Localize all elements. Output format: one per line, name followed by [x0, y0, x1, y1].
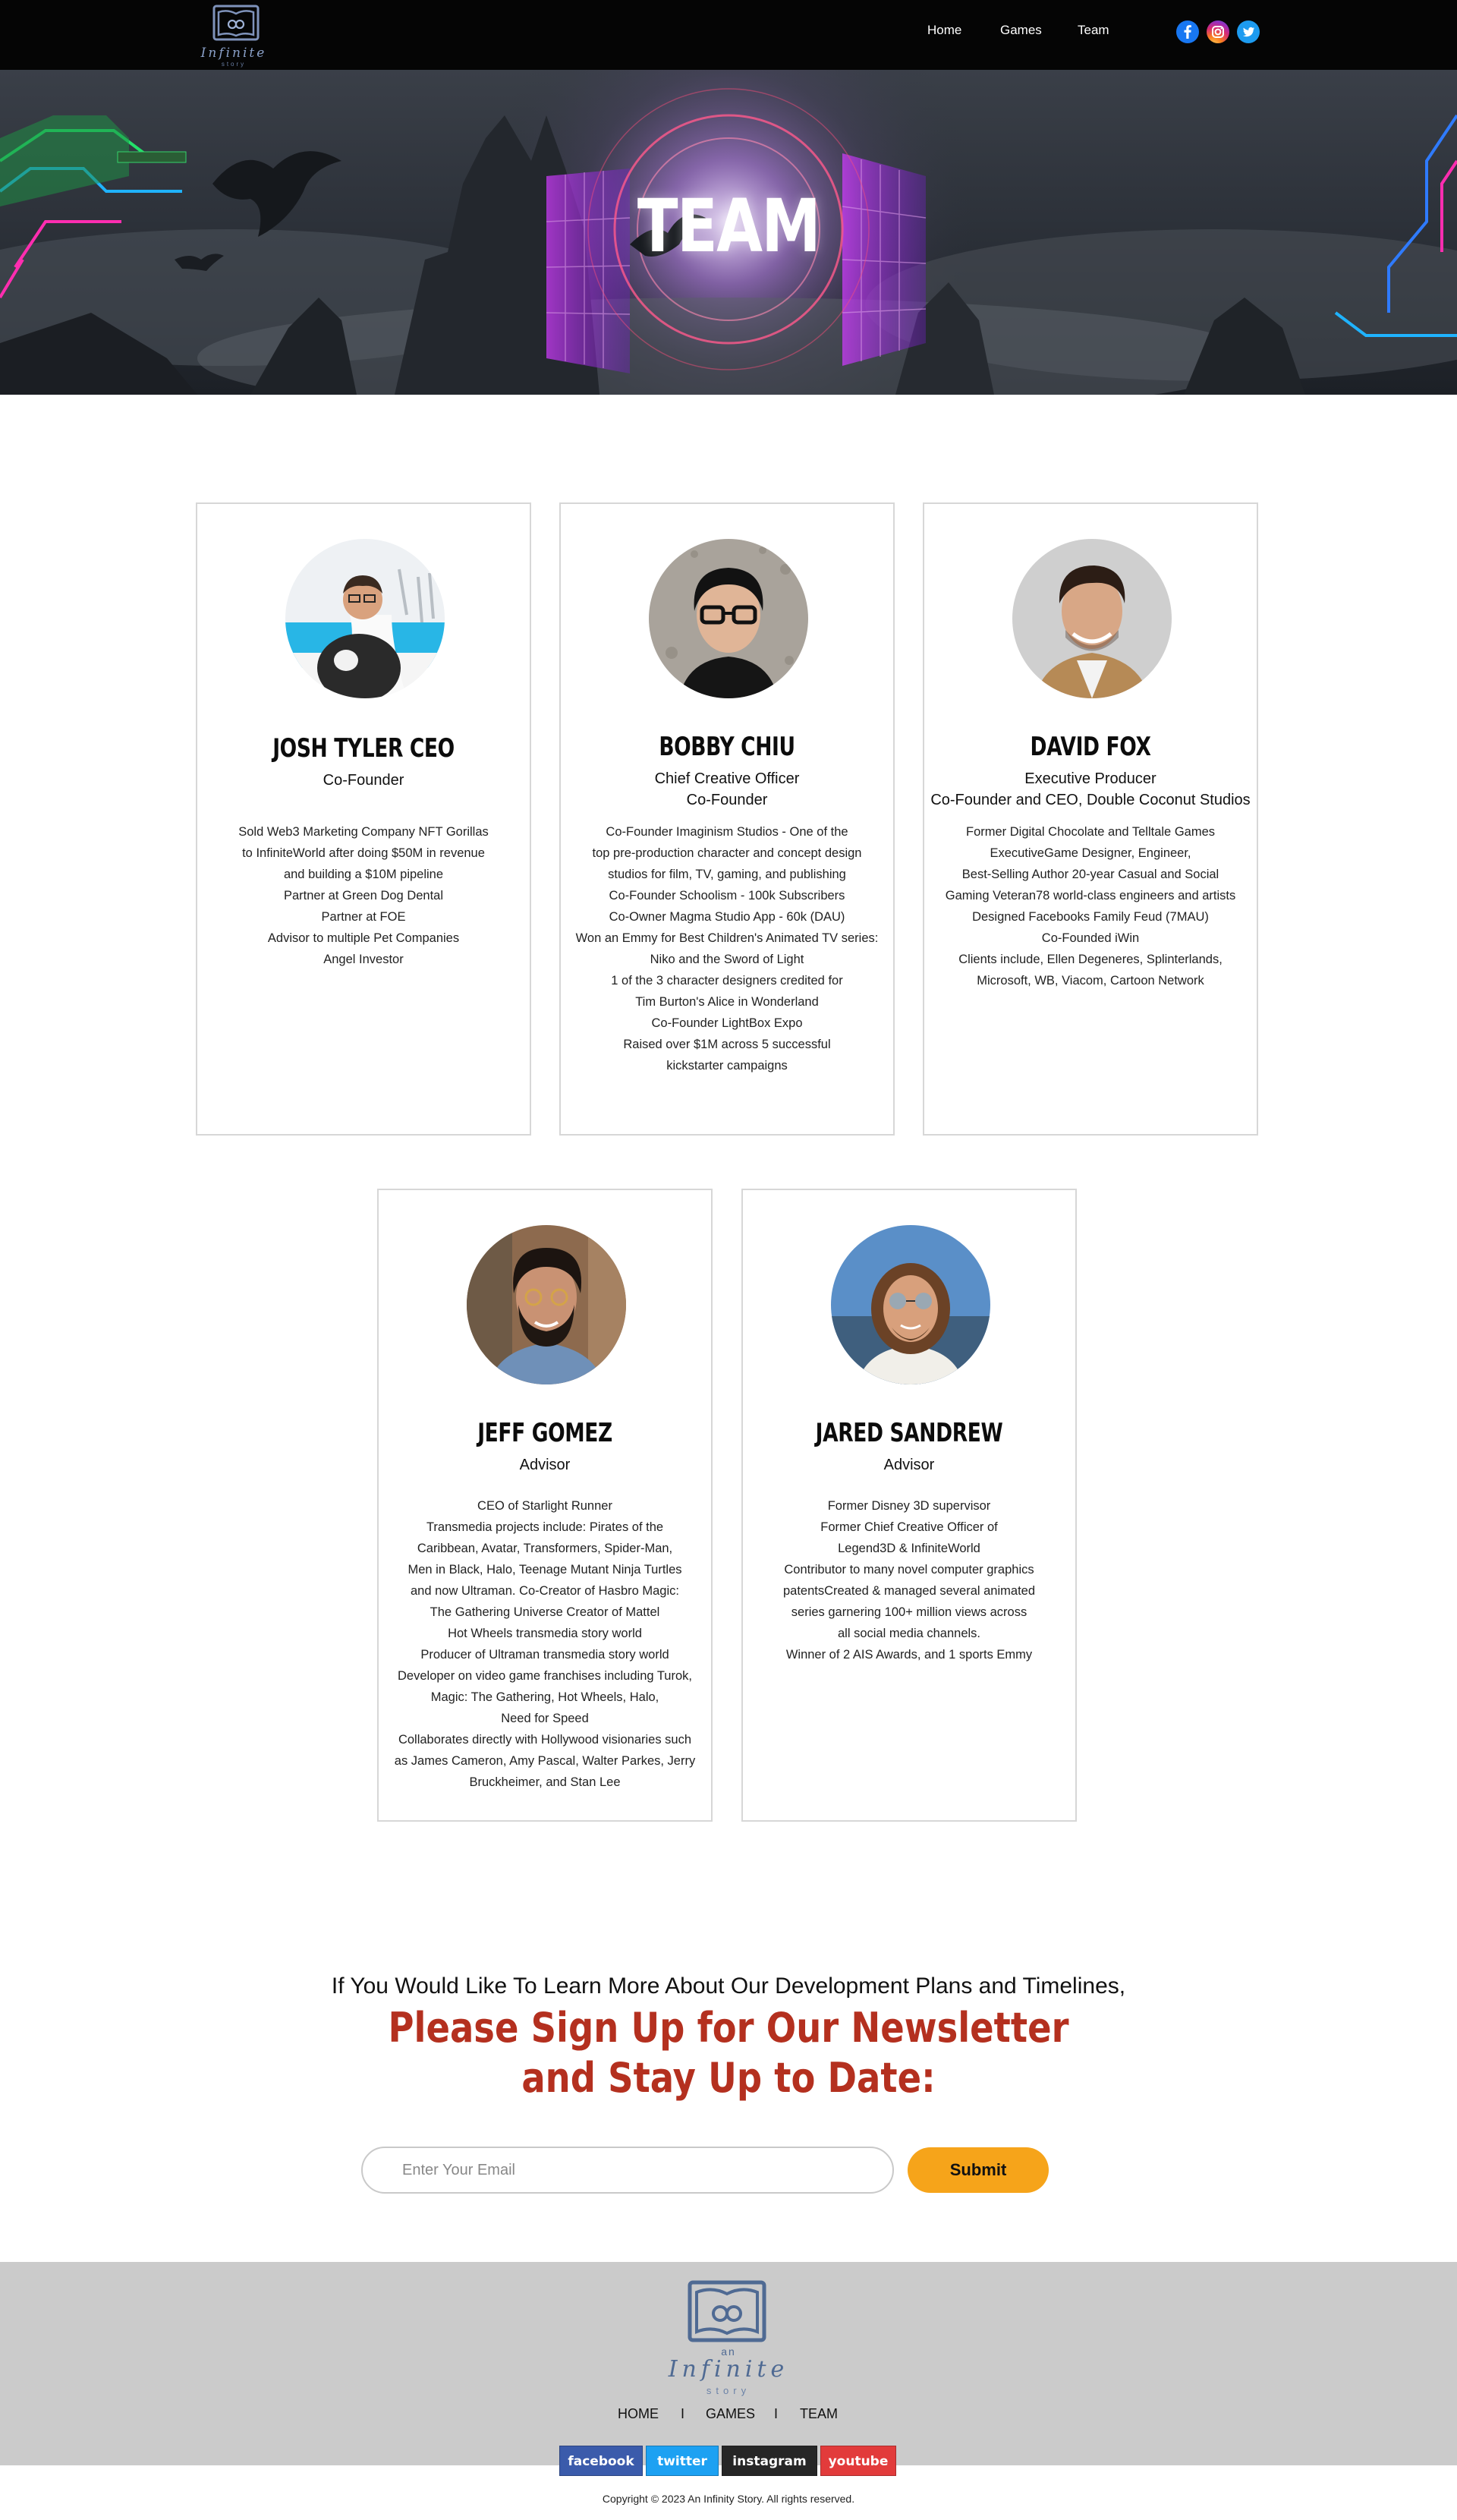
book-infinity-icon: [212, 5, 260, 41]
member-role: Advisor: [883, 1457, 935, 1473]
bio-line: Former Digital Chocolate and Telltale Games: [965, 825, 1215, 839]
member-role: Co-Founder and CEO, Double Coconut Studios: [930, 792, 1251, 808]
team-card: [741, 1189, 1077, 1822]
bio-line: Won an Emmy for Best Children's Animated TV series:: [575, 931, 879, 945]
bio-line: Magic: The Gathering, Hot Wheels, Halo,: [430, 1690, 659, 1704]
member-role: Advisor: [519, 1457, 571, 1473]
footer-logo-wordmark: Infinite: [668, 2356, 789, 2383]
nav-team-link[interactable]: Team: [1078, 23, 1109, 37]
bio-line: 1 of the 3 character designers credited for: [611, 974, 843, 988]
bio-line: all social media channels.: [837, 1627, 981, 1640]
bio-line: Developer on video game franchises including Turok,: [398, 1669, 692, 1683]
bio-line: as James Cameron, Amy Pascal, Walter Parkes, Jerry: [394, 1754, 696, 1768]
team-card: [559, 502, 895, 1136]
bio-line: Former Disney 3D supervisor: [827, 1499, 991, 1513]
jeff-gomez-photo: [467, 1225, 626, 1384]
member-bio: [379, 1495, 711, 1793]
bio-line: Co-Owner Magma Studio App - 60k (DAU): [609, 910, 845, 924]
footer-nav-games[interactable]: GAMES: [706, 2406, 756, 2421]
bio-line: Advisor to multiple Pet Companies: [267, 931, 460, 945]
footer-youtube-button[interactable]: youtube: [820, 2446, 896, 2476]
bio-line: ExecutiveGame Designer, Engineer,: [990, 846, 1191, 860]
nav-home-link[interactable]: Home: [927, 23, 962, 37]
member-name: JARED SANDREW: [815, 1418, 1003, 1448]
bio-line: to InfiniteWorld after doing $50M in revenue: [242, 846, 485, 860]
member-role: Chief Creative Officer: [654, 770, 800, 787]
bio-line: Hot Wheels transmedia story world: [448, 1627, 642, 1640]
bio-line: Contributor to many novel computer graphics: [784, 1563, 1034, 1577]
avatar: [649, 539, 808, 698]
footer-logo-story: story: [706, 2385, 751, 2396]
newsletter-headline: Please Sign Up for Our Newsletter: [388, 2004, 1069, 2052]
nav-games-link[interactable]: Games: [1000, 23, 1042, 37]
bio-line: studios for film, TV, gaming, and publishing: [608, 868, 846, 881]
hero-title: TEAM: [637, 184, 820, 269]
bio-line: patentsCreated & managed several animated: [782, 1584, 1036, 1598]
bio-line: Co-Founder Schoolism - 100k Subscribers: [609, 889, 845, 902]
footer-facebook-button[interactable]: facebook: [559, 2446, 643, 2476]
bio-line: Best-Selling Author 20-year Casual and Social: [961, 868, 1219, 881]
bio-line: Transmedia projects include: Pirates of the: [426, 1520, 664, 1534]
footer: [0, 2262, 1457, 2465]
bio-line: Gaming Veteran78 world-class engineers and artists: [945, 889, 1236, 902]
bio-line: Co-Founded iWin: [1041, 931, 1140, 945]
bio-line: Raised over $1M across 5 successful: [623, 1038, 831, 1051]
bio-line: Microsoft, WB, Viacom, Cartoon Network: [977, 974, 1204, 988]
member-name: JOSH TYLER CEO: [272, 733, 455, 764]
footer-logo[interactable]: [665, 2280, 792, 2394]
member-role: Executive Producer: [1024, 770, 1156, 787]
bio-line: and now Ultraman. Co-Creator of Hasbro Magic:: [411, 1584, 679, 1598]
jared-sandrew-photo: [831, 1225, 990, 1384]
submit-button[interactable]: Submit: [908, 2147, 1049, 2193]
bio-line: Tim Burton's Alice in Wonderland: [635, 995, 819, 1009]
bio-line: Caribbean, Avatar, Transformers, Spider-Man,: [417, 1542, 673, 1555]
newsletter-intro: If You Would Like To Learn More About Our Development Plans and Timelines,: [331, 1973, 1126, 1999]
footer-instagram-button[interactable]: instagram: [722, 2446, 817, 2476]
bio-line: series garnering 100+ million views across: [791, 1605, 1027, 1619]
logo-wordmark: Infinite: [200, 46, 267, 61]
bio-line: Producer of Ultraman transmedia story world: [420, 1648, 669, 1662]
bio-line: top pre-production character and concept design: [592, 846, 862, 860]
member-name: DAVID FOX: [1030, 732, 1151, 762]
footer-nav-separator: I: [681, 2406, 685, 2421]
bio-line: Winner of 2 AIS Awards, and 1 sports Emmy: [785, 1648, 1033, 1662]
bio-line: CEO of Starlight Runner: [477, 1499, 612, 1513]
member-role: Co-Founder: [323, 772, 404, 789]
member-name: JEFF GOMEZ: [477, 1418, 612, 1448]
bio-line: Designed Facebooks Family Feud (7MAU): [972, 910, 1209, 924]
josh-tyler-photo: [285, 539, 445, 698]
hero-banner: [0, 70, 1457, 395]
instagram-icon[interactable]: [1207, 20, 1229, 43]
email-input[interactable]: [361, 2147, 894, 2194]
twitter-icon[interactable]: [1237, 20, 1260, 43]
member-bio: [743, 1495, 1075, 1665]
bio-line: Partner at Green Dog Dental: [283, 889, 444, 902]
avatar: [1012, 539, 1172, 698]
member-role: Co-Founder: [686, 792, 768, 808]
bio-line: Sold Web3 Marketing Company NFT Gorillas: [238, 825, 489, 839]
site-logo[interactable]: [196, 3, 272, 67]
avatar: [467, 1225, 626, 1384]
facebook-icon[interactable]: [1176, 20, 1199, 43]
avatar: [285, 539, 445, 698]
bio-line: Bruckheimer, and Stan Lee: [469, 1775, 621, 1789]
bio-line: Collaborates directly with Hollywood visionaries such: [398, 1733, 692, 1747]
footer-nav-team[interactable]: TEAM: [800, 2406, 839, 2421]
footer-twitter-button[interactable]: twitter: [646, 2446, 719, 2476]
footer-nav-separator: I: [774, 2406, 779, 2421]
book-infinity-icon: [688, 2280, 766, 2342]
member-bio: [197, 821, 530, 970]
bio-line: Legend3D & InfiniteWorld: [838, 1542, 980, 1555]
bio-line: Co-Founder LightBox Expo: [651, 1016, 803, 1030]
member-bio: [561, 821, 893, 1076]
bio-line: Former Chief Creative Officer of: [820, 1520, 998, 1534]
footer-nav-home[interactable]: HOME: [618, 2406, 659, 2421]
bio-line: and building a $10M pipeline: [283, 868, 444, 881]
bio-line: Partner at FOE: [321, 910, 406, 924]
avatar: [831, 1225, 990, 1384]
newsletter-headline: and Stay Up to Date:: [521, 2054, 936, 2102]
member-bio: [924, 821, 1257, 991]
bio-line: Men in Black, Halo, Teenage Mutant Ninja Turtles: [408, 1563, 682, 1577]
bio-line: kickstarter campaigns: [666, 1059, 788, 1073]
bio-line: Co-Founder Imaginism Studios - One of the: [606, 825, 848, 839]
team-card: [923, 502, 1258, 1136]
bio-line: Angel Investor: [323, 953, 404, 966]
david-fox-photo: [1012, 539, 1172, 698]
bio-line: Need for Speed: [501, 1712, 589, 1725]
bio-line: Clients include, Ellen Degeneres, Splinterlands,: [958, 953, 1223, 966]
copyright-text: Copyright © 2023 An Infinity Story. All rights reserved.: [602, 2493, 855, 2505]
bobby-chiu-photo: [649, 539, 808, 698]
footer-logo-an: an: [721, 2345, 736, 2358]
member-name: BOBBY CHIU: [659, 732, 795, 762]
bio-line: The Gathering Universe Creator of Mattel: [430, 1605, 660, 1619]
team-card: [377, 1189, 713, 1822]
logo-subtext: story: [221, 61, 247, 68]
top-navigation-bar: [0, 0, 1457, 70]
team-card: [196, 502, 531, 1136]
bio-line: Niko and the Sword of Light: [650, 953, 804, 966]
